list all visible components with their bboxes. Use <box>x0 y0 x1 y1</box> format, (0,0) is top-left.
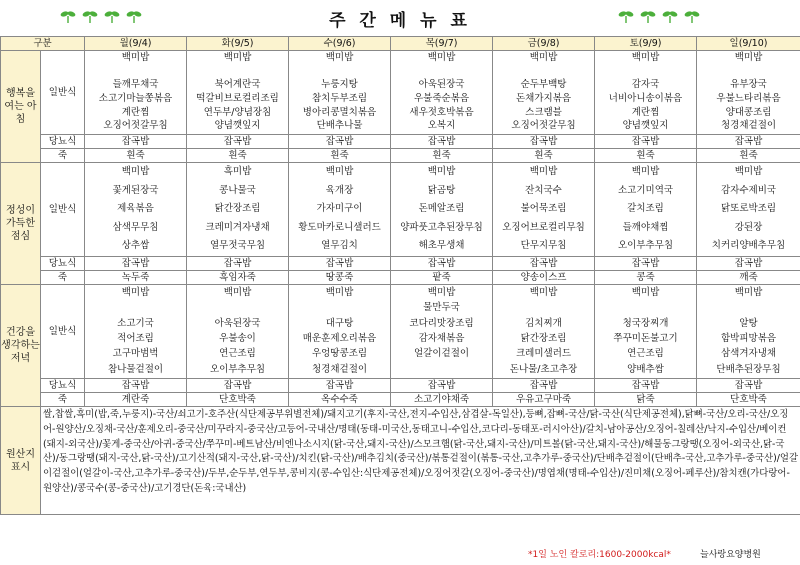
meal-diabetic-row <box>1 257 800 271</box>
porridge-menu-cell: 소고기야채죽 <box>391 393 493 407</box>
menu-item: 상추쌈 <box>121 239 150 251</box>
menu-item: 감자채볶음 <box>418 332 465 344</box>
diabetic-menu-cell: 잡곡밥 <box>697 257 800 271</box>
menu-item: 감자수제비국 <box>720 184 777 196</box>
menu-item: 제육볶음 <box>117 203 154 215</box>
origin-text: 쌀,찹쌀,흑미(밥,죽,누룽지)-국산/쇠고기-호주산(식단제공부위별전체)/돼지고기(후지-국산,전지-수입산,삼겹살-독일산),등뼈,잡뼈-국산/닭-국산(식단제공전체),닭뼈-국산/오리-국산/오징어-원양산/오징채-국산/훈제오리-중국산/미꾸라지-중국산/고등어-국내산/명태(동태-미국산,동태고니-수입산,코다리-동태포-러시아산)/갈치-남아공산/오징어-칠레산/낙지-수입산/베이컨(돼지-외국산)/꽃게-중국산/아귀-중국산/쭈꾸미-베트남산/비엔나소시지(닭-국산,돼지-국산)/스모크햄(닭-국산,돼지-국산)/미트볼(닭-국산,돼지-국산)/해물동그랑땡(오징어-외국산,닭-국산)/동그랑땡(돼지-국산,닭-국산)/고기산적(돼지-국산,닭-국산)/치킨(닭-국산)/배추김치(중국산)/볶통겉절이(볶통-국산,고추가루-중국산)/단배추겉절이(단배추-국산,고추가루-중국산)/얼갈이겉절이(얼갈이-국산,고추가루-중국산)/두부,순두부,연두부,콩비지(콩-수입산:식단제공전체)/오징어젓갈(오징어-중국산)/명엽채(명태-수입산)/진미채(오징어-페루산)/참치캔(가다랑어-원양산)/콩국수(콩-중국산)/고기경단(돈육:국내산) <box>41 407 800 515</box>
menu-item: 아욱된장국 <box>418 79 465 91</box>
menu-item <box>644 302 647 315</box>
header-day: 목(9/7) <box>391 37 493 51</box>
porridge-menu-cell: 콩죽 <box>595 271 697 285</box>
menu-item: 참치두부조림 <box>311 93 368 104</box>
porridge-menu-cell: 우유고구마죽 <box>493 393 595 407</box>
porridge-menu-cell: 팥죽 <box>391 271 493 285</box>
diabetic-diet-label: 당뇨식 <box>41 135 85 149</box>
menu-item: 돈메알조림 <box>418 203 465 215</box>
porridge-menu-cell: 흰죽 <box>289 149 391 163</box>
regular-menu-cell <box>493 285 595 379</box>
menu-item: 백미밥 <box>427 52 456 64</box>
weekly-menu-table <box>0 36 800 515</box>
menu-item: 청경채겉절이 <box>311 363 368 375</box>
page-title: 주 간 메 뉴 표 <box>329 11 471 31</box>
menu-item: 열무김치 <box>321 239 358 251</box>
menu-item: 백미밥 <box>427 286 456 298</box>
menu-item <box>747 302 750 315</box>
porridge-menu-cell: 땅콩죽 <box>289 271 391 285</box>
menu-item: 백미밥 <box>529 166 558 178</box>
menu-item: 고구마범벅 <box>112 348 159 360</box>
regular-menu-cell <box>85 51 187 135</box>
menu-item <box>440 364 443 377</box>
meal-diabetic-row <box>1 135 800 149</box>
diabetic-diet-label: 당뇨식 <box>41 379 85 393</box>
menu-item: 우불죽순볶음 <box>413 93 470 104</box>
diabetic-menu-cell: 잡곡밥 <box>391 379 493 393</box>
porridge-menu-cell: 단호박죽 <box>697 393 800 407</box>
origin-label: 원산지 표시 <box>1 407 41 515</box>
menu-item: 북어계란국 <box>214 79 261 91</box>
diabetic-menu-cell: 잡곡밥 <box>391 135 493 149</box>
menu-item: 백미밥 <box>529 52 558 64</box>
menu-item: 강된장 <box>734 221 763 233</box>
menu-item: 치커리양배추무침 <box>711 239 786 251</box>
porridge-menu-cell: 흰죽 <box>697 149 800 163</box>
meal-regular-row <box>1 51 800 135</box>
footer <box>0 546 800 564</box>
regular-menu-cell <box>289 163 391 257</box>
menu-item: 김치찌개 <box>525 317 562 329</box>
menu-item: 닭간장조림 <box>520 332 567 344</box>
menu-item <box>440 66 443 79</box>
menu-item: 적어조림 <box>117 332 154 344</box>
menu-item: 백미밥 <box>325 166 354 178</box>
regular-menu-cell <box>595 285 697 379</box>
menu-item: 누룽지탕 <box>321 79 358 91</box>
menu-item: 닭곰탕 <box>427 184 456 196</box>
menu-item: 스크램블 <box>525 106 562 118</box>
menu-item: 계란찜 <box>121 106 150 118</box>
header-day: 수(9/6) <box>289 37 391 51</box>
menu-item: 오복지 <box>427 120 456 132</box>
regular-menu-cell <box>391 163 493 257</box>
porridge-diet-label: 죽 <box>41 149 85 163</box>
regular-menu-cell <box>697 51 800 135</box>
porridge-menu-cell: 깨죽 <box>697 271 800 285</box>
diabetic-menu-cell: 잡곡밥 <box>289 135 391 149</box>
regular-menu-cell <box>391 285 493 379</box>
menu-item: 백미밥 <box>325 52 354 64</box>
menu-item <box>747 66 750 79</box>
menu-item: 소고기미역국 <box>617 184 674 196</box>
menu-item: 오징어젓갈무침 <box>511 120 576 132</box>
menu-item: 황도마카로니샐러드 <box>298 221 381 233</box>
menu-item: 아욱된장국 <box>214 317 261 329</box>
menu-item: 계란찜 <box>631 106 660 118</box>
menu-item: 크레미겨자냉채 <box>205 221 270 233</box>
menu-item: 오징어젓갈무침 <box>103 120 168 132</box>
header-day: 월(9/4) <box>85 37 187 51</box>
meal-porridge-row <box>1 393 800 407</box>
menu-item: 양배추쌈 <box>627 363 664 375</box>
menu-item <box>542 66 545 79</box>
menu-item: 단배추나물 <box>316 120 363 132</box>
menu-item: 너비아니송이볶음 <box>608 93 683 104</box>
menu-item: 양념깻잎지 <box>622 120 669 132</box>
menu-item: 갈치조림 <box>627 203 664 215</box>
menu-item: 떡갈비브로컬리조림 <box>196 93 279 104</box>
menu-item: 크레미샐러드 <box>515 348 572 360</box>
menu-item: 닭또로박조림 <box>720 203 777 215</box>
porridge-menu-cell: 흰죽 <box>391 149 493 163</box>
menu-item: 매운훈제오리볶음 <box>302 332 377 344</box>
menu-item: 돈채가지볶음 <box>515 93 572 104</box>
regular-menu-cell <box>187 51 289 135</box>
menu-item: 얼갈이겉절이 <box>413 348 470 360</box>
menu-item: 참나물겉절이 <box>107 363 164 375</box>
regular-diet-label: 일반식 <box>41 163 85 257</box>
menu-item: 삼색겨자냉채 <box>720 348 777 360</box>
menu-item: 백미밥 <box>121 166 150 178</box>
menu-item: 백미밥 <box>631 286 660 298</box>
menu-item: 소고기마늘쫑볶음 <box>98 93 173 104</box>
menu-item: 연근조림 <box>219 348 256 360</box>
regular-menu-cell <box>697 285 800 379</box>
menu-item: 유부장국 <box>730 79 767 91</box>
menu-item: 가자미구이 <box>316 203 363 215</box>
menu-item: 백미밥 <box>121 52 150 64</box>
menu-item: 백미밥 <box>529 286 558 298</box>
menu-item: 삼색무무침 <box>112 221 159 233</box>
menu-item: 양파풋고추된장무침 <box>400 221 483 233</box>
meal-porridge-row <box>1 271 800 285</box>
regular-menu-cell <box>595 163 697 257</box>
menu-item: 들깨야채찜 <box>622 221 669 233</box>
regular-menu-cell <box>493 51 595 135</box>
diabetic-menu-cell: 잡곡밥 <box>289 257 391 271</box>
diabetic-menu-cell: 잡곡밥 <box>493 379 595 393</box>
porridge-menu-cell: 옥수수죽 <box>289 393 391 407</box>
menu-item: 돈나물/초고추장 <box>509 363 578 375</box>
hospital-name: 늘사랑요양병원 <box>700 550 761 560</box>
porridge-menu-cell: 양송이스프 <box>493 271 595 285</box>
menu-item: 오이부추무침 <box>617 239 674 251</box>
meal-regular-row <box>1 285 800 379</box>
menu-item: 불어묵조림 <box>520 203 567 215</box>
right-sprout-decoration <box>618 8 700 24</box>
menu-item: 우불송이 <box>219 332 256 344</box>
porridge-menu-cell: 흰죽 <box>595 149 697 163</box>
regular-menu-cell <box>289 285 391 379</box>
diabetic-diet-label: 당뇨식 <box>41 257 85 271</box>
origin-row <box>1 407 800 515</box>
menu-item: 대구탕 <box>325 317 354 329</box>
menu-item: 오징어브로컬리무침 <box>502 221 585 233</box>
menu-item: 순두부백탕 <box>520 79 567 91</box>
regular-menu-cell <box>595 51 697 135</box>
calorie-note: *1일 노인 칼로리:1600-2000kcal* <box>528 550 671 560</box>
regular-menu-cell <box>289 51 391 135</box>
meal-label: 정성이 가득한 점심 <box>1 163 41 285</box>
menu-item: 해초무생채 <box>418 239 465 251</box>
menu-item: 콩나물국 <box>219 184 256 196</box>
porridge-menu-cell: 닭죽 <box>595 393 697 407</box>
porridge-menu-cell: 흰죽 <box>187 149 289 163</box>
header-day: 금(9/8) <box>493 37 595 51</box>
meal-label: 행복을 여는 아침 <box>1 51 41 163</box>
meal-regular-row <box>1 163 800 257</box>
header-day: 토(9/9) <box>595 37 697 51</box>
menu-item: 백미밥 <box>631 52 660 64</box>
menu-item <box>338 302 341 315</box>
diabetic-menu-cell: 잡곡밥 <box>187 379 289 393</box>
menu-item <box>644 66 647 79</box>
diabetic-menu-cell: 잡곡밥 <box>289 379 391 393</box>
regular-menu-cell <box>493 163 595 257</box>
header-corner: 구분 <box>1 37 85 51</box>
menu-item: 육개장 <box>325 184 354 196</box>
header-day: 화(9/5) <box>187 37 289 51</box>
diabetic-menu-cell: 잡곡밥 <box>187 257 289 271</box>
menu-item: 흑미밥 <box>223 166 252 178</box>
menu-item: 들깨무채국 <box>112 79 159 91</box>
menu-item: 오이부추무침 <box>209 363 266 375</box>
diabetic-menu-cell: 잡곡밥 <box>391 257 493 271</box>
menu-item: 물만두국 <box>423 302 460 314</box>
diabetic-menu-cell: 잡곡밥 <box>187 135 289 149</box>
menu-item: 청경채겉절이 <box>720 120 777 132</box>
menu-item: 함박피망볶음 <box>720 332 777 344</box>
menu-item: 쭈꾸미돈불고기 <box>613 332 678 344</box>
menu-item: 우불느타리볶음 <box>716 93 781 104</box>
diabetic-menu-cell: 잡곡밥 <box>85 257 187 271</box>
menu-item: 우엉땅콩조림 <box>311 348 368 360</box>
diabetic-menu-cell: 잡곡밥 <box>85 379 187 393</box>
regular-diet-label: 일반식 <box>41 51 85 135</box>
regular-menu-cell <box>187 163 289 257</box>
menu-item: 백미밥 <box>734 166 763 178</box>
porridge-menu-cell: 계란죽 <box>85 393 187 407</box>
sprout-icon <box>662 8 678 24</box>
menu-item: 열무젓국무침 <box>209 239 266 251</box>
menu-item: 양대콩조림 <box>725 106 772 118</box>
diabetic-menu-cell: 잡곡밥 <box>595 135 697 149</box>
menu-item: 청국장찌개 <box>622 317 669 329</box>
porridge-menu-cell: 녹두죽 <box>85 271 187 285</box>
menu-item: 양념깻잎지 <box>214 120 261 132</box>
porridge-diet-label: 죽 <box>41 393 85 407</box>
diabetic-menu-cell: 잡곡밥 <box>493 257 595 271</box>
menu-item <box>134 66 137 79</box>
diabetic-menu-cell: 잡곡밥 <box>697 379 800 393</box>
regular-menu-cell <box>85 285 187 379</box>
menu-item: 코다리맛장조림 <box>409 317 474 329</box>
sprout-icon <box>684 8 700 24</box>
menu-item: 백미밥 <box>631 166 660 178</box>
menu-item: 단배추된장무침 <box>716 363 781 375</box>
regular-menu-cell <box>187 285 289 379</box>
regular-menu-cell <box>697 163 800 257</box>
regular-menu-cell <box>85 163 187 257</box>
menu-item: 닭간장조림 <box>214 203 261 215</box>
porridge-menu-cell: 흑임자죽 <box>187 271 289 285</box>
menu-item: 꽃게된장국 <box>112 184 159 196</box>
header-row <box>1 37 800 51</box>
porridge-diet-label: 죽 <box>41 271 85 285</box>
menu-item <box>338 66 341 79</box>
menu-item: 소고기국 <box>117 317 154 329</box>
sprout-icon <box>618 8 634 24</box>
menu-item: 연근조림 <box>627 348 664 360</box>
meal-label: 건강을 생각하는 저녁 <box>1 285 41 407</box>
diabetic-menu-cell: 잡곡밥 <box>493 135 595 149</box>
menu-item: 백미밥 <box>734 52 763 64</box>
menu-item: 백미밥 <box>427 166 456 178</box>
menu-item: 잔치국수 <box>525 184 562 196</box>
porridge-menu-cell: 단호박죽 <box>187 393 289 407</box>
menu-item: 백미밥 <box>223 286 252 298</box>
menu-item: 연두부/양념장침 <box>203 106 272 118</box>
header-day: 일(9/10) <box>697 37 800 51</box>
regular-diet-label: 일반식 <box>41 285 85 379</box>
menu-item: 백미밥 <box>223 52 252 64</box>
regular-menu-cell <box>391 51 493 135</box>
diabetic-menu-cell: 잡곡밥 <box>697 135 800 149</box>
diabetic-menu-cell: 잡곡밥 <box>85 135 187 149</box>
title-bar <box>0 0 800 36</box>
menu-item <box>542 302 545 315</box>
meal-diabetic-row <box>1 379 800 393</box>
menu-item: 알탕 <box>739 317 758 329</box>
menu-item: 병아리콩멸치볶음 <box>302 106 377 118</box>
menu-item <box>134 302 137 315</box>
meal-porridge-row <box>1 149 800 163</box>
menu-item: 단무지무침 <box>520 239 567 251</box>
porridge-menu-cell: 흰죽 <box>493 149 595 163</box>
menu-item: 백미밥 <box>121 286 150 298</box>
menu-item: 감자국 <box>631 79 660 91</box>
menu-item: 백미밥 <box>734 286 763 298</box>
menu-item: 백미밥 <box>325 286 354 298</box>
menu-item <box>236 66 239 79</box>
diabetic-menu-cell: 잡곡밥 <box>595 379 697 393</box>
menu-item <box>236 302 239 315</box>
porridge-menu-cell: 흰죽 <box>85 149 187 163</box>
diabetic-menu-cell: 잡곡밥 <box>595 257 697 271</box>
sprout-icon <box>640 8 656 24</box>
menu-item: 새우젓호박볶음 <box>409 106 474 118</box>
